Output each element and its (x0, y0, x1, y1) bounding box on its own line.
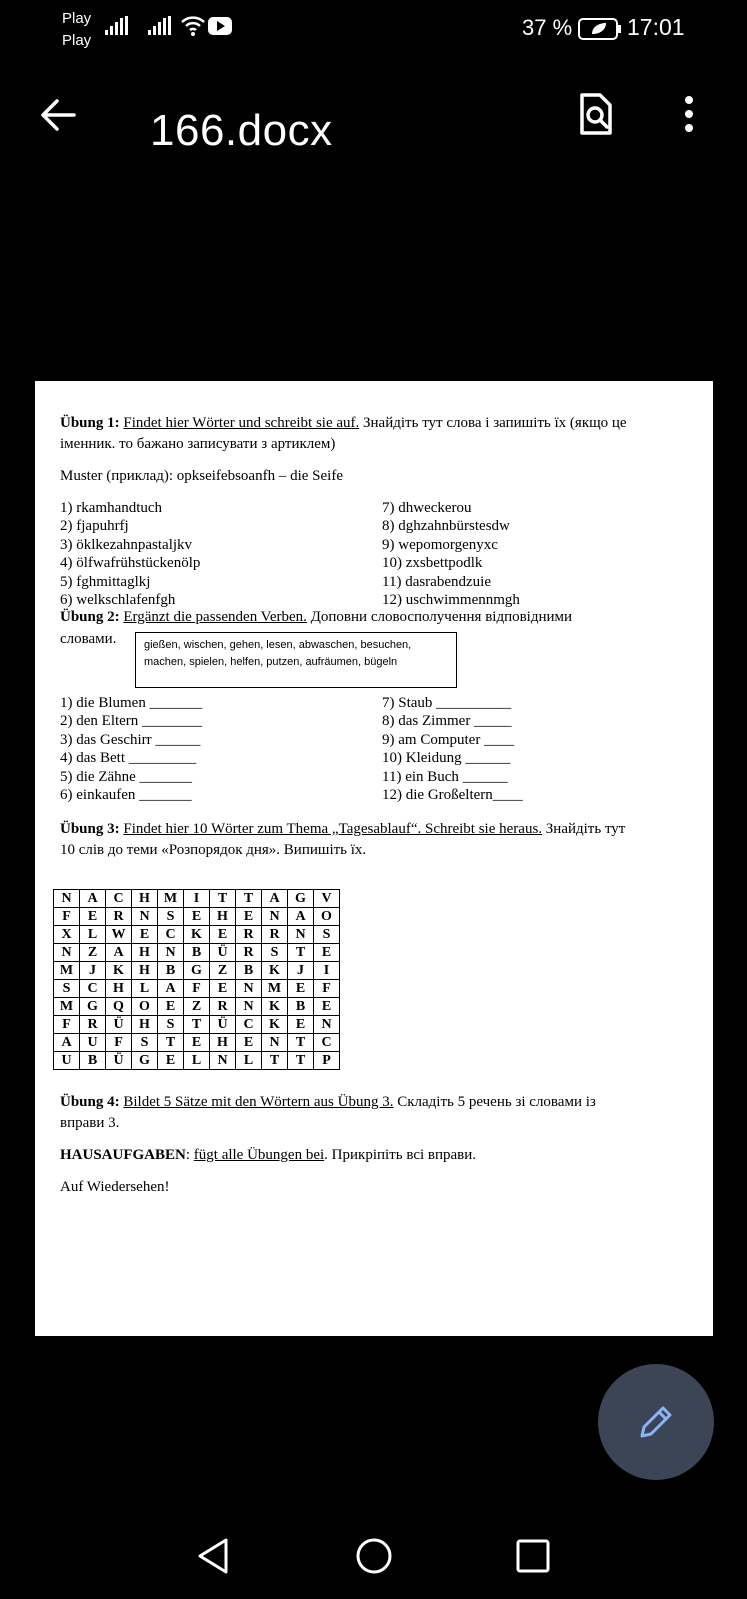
grid-cell: F (54, 1016, 80, 1034)
grid-cell: L (80, 926, 106, 944)
more-vert-icon[interactable] (684, 96, 694, 132)
grid-cell: S (158, 1016, 184, 1034)
nav-home-icon[interactable] (355, 1537, 393, 1575)
verb-box-line-2: machen, spielen, helfen, putzen, aufräumen, bügeln (144, 656, 398, 668)
grid-cell: R (236, 944, 262, 962)
grid-cell: N (54, 944, 80, 962)
list-item: 5) fghmittaglkj (60, 573, 151, 590)
grid-cell: M (54, 998, 80, 1016)
grid-cell: F (184, 980, 210, 998)
grid-cell: Q (106, 998, 132, 1016)
wifi-icon (180, 14, 206, 38)
grid-cell: R (80, 1016, 106, 1034)
grid-cell: K (106, 962, 132, 980)
exercise-2-list-left (60, 694, 202, 804)
list-item: 2) fjapuhrfj (60, 518, 129, 535)
exercise-1-task-uk: Знайдіть тут слова і запишіть їх (якщо це (359, 415, 627, 431)
grid-cell: T (158, 1034, 184, 1052)
exercise-2-list-right (382, 694, 523, 804)
youtube-icon (208, 17, 232, 35)
grid-cell: R (236, 926, 262, 944)
list-item: 9) wepomorgenyxc (382, 536, 498, 553)
list-item: 7) dhweckerou (382, 500, 472, 516)
list-item: 4) das Bett _________ (60, 750, 197, 767)
list-item: 6) einkaufen _______ (60, 787, 192, 804)
grid-cell: W (106, 926, 132, 944)
document-page[interactable] (35, 381, 713, 1336)
grid-cell: C (158, 926, 184, 944)
grid-cell: C (80, 980, 106, 998)
grid-cell: T (236, 890, 262, 908)
grid-cell: S (132, 1034, 158, 1052)
grid-cell: T (288, 944, 314, 962)
grid-cell: Ü (210, 944, 236, 962)
grid-cell: J (80, 962, 106, 980)
grid-cell: E (132, 926, 158, 944)
grid-cell: K (184, 926, 210, 944)
list-item: 11) dasrabendzuie (382, 573, 491, 590)
grid-cell: E (158, 998, 184, 1016)
list-item: 5) die Zähne _______ (60, 768, 193, 785)
grid-cell: A (158, 980, 184, 998)
homework-colon: : (185, 1147, 194, 1163)
exercise-4-task-de: Bildet 5 Sätze mit den Wörtern aus Übung 3. (123, 1094, 394, 1110)
exercise-3-task-uk-line2: 10 слів до теми «Розпорядок дня». Випишіть їх. (60, 842, 367, 858)
exercise-4-task-uk-line2: вправи 3. (60, 1115, 120, 1131)
list-item: 4) ölfwafrühstückenölp (60, 555, 201, 572)
exercise-3-heading (60, 819, 625, 840)
grid-cell: A (106, 944, 132, 962)
grid-cell: E (288, 1016, 314, 1034)
grid-cell: U (80, 1034, 106, 1052)
list-item: 8) das Zimmer _____ (382, 713, 512, 730)
signal-icon (105, 16, 129, 36)
arrow-left-icon[interactable] (38, 95, 78, 135)
exercise-3-label: Übung 3: (60, 821, 120, 837)
list-item: 1) die Blumen _______ (60, 695, 203, 711)
grid-cell: R (262, 926, 288, 944)
grid-cell: E (288, 980, 314, 998)
exercise-2-heading (60, 607, 572, 628)
exercise-1-task-de: Findet hier Wörter und schreibt sie auf. (123, 415, 360, 431)
document-title: 166.docx (150, 106, 333, 155)
grid-cell: A (288, 908, 314, 926)
grid-cell: H (210, 908, 236, 926)
exercise-4-heading (60, 1092, 596, 1113)
grid-cell: H (106, 980, 132, 998)
carrier-info (62, 8, 91, 52)
grid-cell: N (262, 908, 288, 926)
exercise-4-task-uk: Складіть 5 речень зі словами із (393, 1094, 596, 1110)
grid-cell: N (262, 1034, 288, 1052)
grid-cell: K (262, 998, 288, 1016)
exercise-1-list-left (60, 499, 200, 609)
exercise-1-list-right (382, 499, 520, 609)
grid-cell: B (184, 944, 210, 962)
find-in-document-icon[interactable] (578, 92, 614, 136)
list-item: 8) dghzahnbürstesdw (382, 518, 510, 535)
grid-cell: N (236, 980, 262, 998)
grid-cell: M (262, 980, 288, 998)
grid-cell: F (106, 1034, 132, 1052)
grid-cell: Z (80, 944, 106, 962)
exercise-2-task-uk-line2: словами. (60, 631, 117, 647)
list-item: 2) den Eltern ________ (60, 713, 203, 730)
grid-row (54, 908, 340, 926)
grid-cell: G (288, 890, 314, 908)
exercise-1-task-uk-line2: іменник. то бажано записувати з артиклем) (60, 436, 336, 452)
grid-cell: E (210, 980, 236, 998)
grid-cell: N (54, 890, 80, 908)
grid-cell: V (314, 890, 340, 908)
list-item: 11) ein Buch ______ (382, 768, 508, 785)
example-line: Muster (приклад): opkseifebsoanfh – die Seife (60, 468, 343, 484)
battery-percentage: 37 % (522, 15, 573, 40)
grid-cell: T (288, 1034, 314, 1052)
grid-cell: A (262, 890, 288, 908)
grid-cell: B (236, 962, 262, 980)
list-item: 3) öklkezahnpastaljkv (60, 536, 193, 553)
grid-cell: K (262, 962, 288, 980)
grid-cell: A (54, 1034, 80, 1052)
farewell: Auf Wiedersehen! (60, 1179, 170, 1195)
grid-row (54, 1034, 340, 1052)
verb-box-line-1: gießen, wischen, gehen, lesen, abwaschen, besuchen, (144, 639, 412, 651)
grid-cell: N (158, 944, 184, 962)
grid-cell: L (236, 1052, 262, 1070)
list-item: 6) welkschlafenfgh (60, 592, 176, 609)
list-item: 7) Staub __________ (382, 695, 512, 711)
grid-cell: S (54, 980, 80, 998)
list-item: 10) Kleidung ______ (382, 750, 511, 767)
grid-cell: Ü (106, 1016, 132, 1034)
word-search-grid (53, 889, 340, 1070)
list-item: 12) die Großeltern____ (382, 787, 523, 804)
exercise-1-label: Übung 1: (60, 415, 120, 431)
grid-cell: P (314, 1052, 340, 1070)
grid-row (54, 926, 340, 944)
verb-box (135, 632, 457, 688)
grid-cell: H (132, 890, 158, 908)
grid-cell: E (158, 1052, 184, 1070)
nav-recent-apps-icon[interactable] (516, 1539, 550, 1573)
grid-cell: B (80, 1052, 106, 1070)
exercise-1-heading (60, 413, 627, 434)
grid-cell: E (184, 1034, 210, 1052)
carrier-line-1: Play (62, 10, 92, 27)
grid-cell: Ü (210, 1016, 236, 1034)
grid-cell: E (236, 908, 262, 926)
grid-cell: C (314, 1034, 340, 1052)
grid-cell: T (210, 890, 236, 908)
grid-cell: Ü (106, 1052, 132, 1070)
grid-cell: R (106, 908, 132, 926)
grid-cell: S (314, 926, 340, 944)
grid-cell: B (158, 962, 184, 980)
grid-row (54, 1016, 340, 1034)
grid-cell: S (158, 908, 184, 926)
grid-cell: N (314, 1016, 340, 1034)
grid-cell: G (184, 962, 210, 980)
grid-cell: M (54, 962, 80, 980)
grid-cell: K (262, 1016, 288, 1034)
grid-cell: N (288, 926, 314, 944)
grid-cell: T (288, 1052, 314, 1070)
exercise-2-label: Übung 2: (60, 609, 120, 625)
grid-cell: C (106, 890, 132, 908)
clock: 17:01 (627, 14, 685, 40)
exercise-2-task-uk: Доповни словосполучення відповідними (306, 609, 573, 625)
grid-cell: H (132, 962, 158, 980)
grid-cell: L (184, 1052, 210, 1070)
exercise-2-task-de: Ergänzt die passenden Verben. (123, 609, 307, 625)
grid-row (54, 944, 340, 962)
battery-saver-icon (578, 18, 622, 40)
exercise-3-task-de: Findet hier 10 Wörter zum Thema „Tagesablauf“. Schreibt sie heraus. (123, 821, 543, 837)
homework-line (60, 1145, 476, 1166)
grid-cell: G (80, 998, 106, 1016)
grid-row (54, 890, 340, 908)
grid-cell: E (184, 908, 210, 926)
grid-cell: M (158, 890, 184, 908)
grid-cell: R (210, 998, 236, 1016)
exercise-3-task-uk: Знайдіть тут (542, 821, 626, 837)
edit-fab-button[interactable] (598, 1364, 714, 1480)
grid-cell: N (236, 998, 262, 1016)
grid-cell: I (184, 890, 210, 908)
grid-cell: O (132, 998, 158, 1016)
grid-row (54, 980, 340, 998)
grid-cell: E (314, 998, 340, 1016)
grid-cell: H (132, 944, 158, 962)
grid-cell: T (184, 1016, 210, 1034)
grid-cell: E (314, 944, 340, 962)
pencil-edit-icon (636, 1402, 676, 1442)
grid-cell: L (132, 980, 158, 998)
grid-cell: B (288, 998, 314, 1016)
grid-cell: O (314, 908, 340, 926)
grid-cell: J (288, 962, 314, 980)
grid-cell: H (132, 1016, 158, 1034)
grid-cell: A (80, 890, 106, 908)
grid-cell: C (236, 1016, 262, 1034)
grid-cell: Z (184, 998, 210, 1016)
grid-cell: N (210, 1052, 236, 1070)
signal-icon (148, 16, 172, 36)
nav-back-icon[interactable] (196, 1537, 230, 1575)
grid-cell: E (210, 926, 236, 944)
list-item: 1) rkamhandtuch (60, 500, 163, 516)
homework-task-de: fügt alle Übungen bei (193, 1147, 325, 1163)
grid-cell: H (210, 1034, 236, 1052)
grid-cell: F (314, 980, 340, 998)
grid-cell: T (262, 1052, 288, 1070)
list-item: 10) zxsbettpodlk (382, 555, 483, 572)
list-item: 3) das Geschirr ______ (60, 731, 201, 748)
grid-cell: N (132, 908, 158, 926)
grid-cell: I (314, 962, 340, 980)
grid-row (54, 998, 340, 1016)
list-item: 12) uschwimmennmgh (382, 592, 520, 609)
carrier-line-2: Play (62, 32, 92, 49)
grid-cell: E (80, 908, 106, 926)
grid-cell: U (54, 1052, 80, 1070)
grid-row (54, 962, 340, 980)
homework-task-uk: . Прикріпіть всі вправи. (324, 1147, 477, 1163)
grid-cell: F (54, 908, 80, 926)
status-bar (0, 0, 747, 56)
grid-cell: E (236, 1034, 262, 1052)
homework-label: HAUSAUFGABEN (60, 1147, 186, 1163)
exercise-4-label: Übung 4: (60, 1094, 120, 1110)
grid-cell: X (54, 926, 80, 944)
grid-cell: S (262, 944, 288, 962)
grid-row (54, 1052, 340, 1070)
grid-cell: Z (210, 962, 236, 980)
grid-cell: G (132, 1052, 158, 1070)
list-item: 9) am Computer ____ (382, 731, 515, 748)
